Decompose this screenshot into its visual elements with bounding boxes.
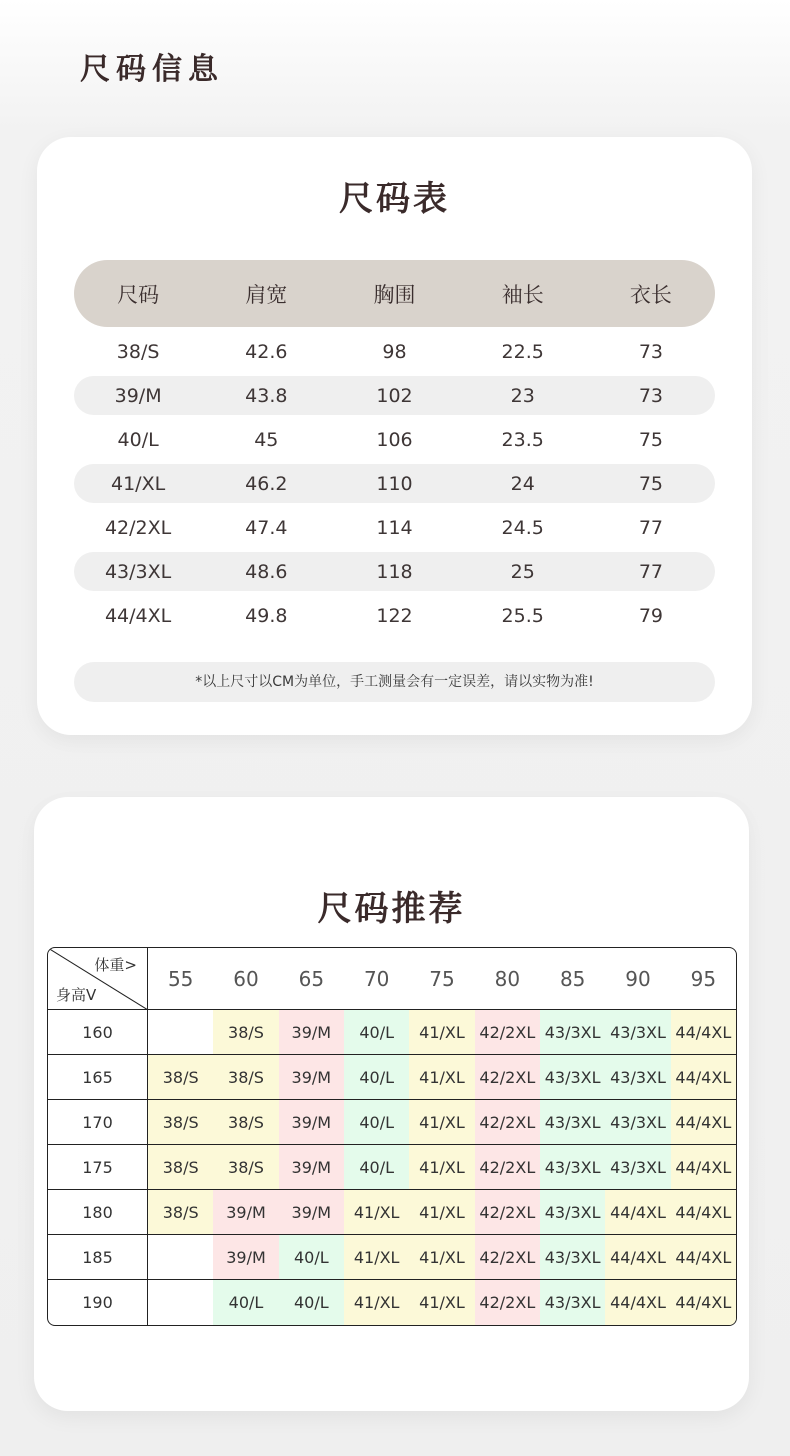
recommend-cell: 43/3XL <box>540 1055 605 1100</box>
cell-sleeve: 23.5 <box>501 428 544 451</box>
recommend-cell: 38/S <box>148 1055 213 1100</box>
height-header: 165 <box>48 1055 148 1100</box>
recommend-cell: 44/4XL <box>671 1100 736 1145</box>
table-row <box>74 420 715 459</box>
recommend-cell: 40/L <box>279 1235 344 1280</box>
table-row <box>74 596 715 635</box>
recommend-cell: 41/XL <box>344 1235 409 1280</box>
recommend-cell: 43/3XL <box>605 1100 670 1145</box>
cell-sleeve: 25.5 <box>501 604 544 627</box>
table-row <box>74 508 715 547</box>
recommend-cell: 40/L <box>213 1280 278 1325</box>
recommend-cell: 42/2XL <box>475 1010 540 1055</box>
cell-shoulder: 42.6 <box>245 340 288 363</box>
weight-header: 90 <box>605 948 670 1010</box>
recommend-cell: 44/4XL <box>671 1010 736 1055</box>
recommend-cell: 43/3XL <box>540 1235 605 1280</box>
weight-header: 55 <box>148 948 213 1010</box>
recommend-cell: 41/XL <box>409 1235 474 1280</box>
recommend-cell: 38/S <box>213 1010 278 1055</box>
measurement-note: *以上尺寸以CM为单位，手工测量会有一定误差，请以实物为准! <box>74 662 715 702</box>
cell-shoulder: 49.8 <box>245 604 288 627</box>
weight-header: 65 <box>279 948 344 1010</box>
recommend-cell: 42/2XL <box>475 1190 540 1235</box>
cell-size: 39/M <box>114 384 162 407</box>
recommend-cell: 42/2XL <box>475 1055 540 1100</box>
cell-sleeve: 24.5 <box>501 516 544 539</box>
cell-chest: 98 <box>382 340 407 363</box>
recommend-cell: 43/3XL <box>605 1055 670 1100</box>
recommend-cell: 41/XL <box>344 1280 409 1325</box>
cell-shoulder: 47.4 <box>245 516 288 539</box>
size-chart-rows <box>74 332 715 640</box>
weight-header: 80 <box>475 948 540 1010</box>
cell-length: 73 <box>638 340 663 363</box>
recommend-cell: 40/L <box>344 1100 409 1145</box>
recommend-cell <box>148 1280 213 1325</box>
recommend-cell: 40/L <box>344 1055 409 1100</box>
recommend-cell: 43/3XL <box>540 1280 605 1325</box>
table-row <box>74 376 715 415</box>
weight-header: 75 <box>409 948 474 1010</box>
cell-length: 79 <box>638 604 663 627</box>
recommend-cell: 41/XL <box>409 1280 474 1325</box>
recommend-cell: 39/M <box>213 1235 278 1280</box>
recommend-cell: 38/S <box>213 1055 278 1100</box>
header-length: 衣长 <box>629 282 672 307</box>
recommend-cell: 42/2XL <box>475 1280 540 1325</box>
height-header: 175 <box>48 1145 148 1190</box>
weight-header: 70 <box>344 948 409 1010</box>
height-header: 185 <box>48 1235 148 1280</box>
recommend-cell: 38/S <box>213 1145 278 1190</box>
cell-sleeve: 25 <box>510 560 535 583</box>
recommend-cell: 41/XL <box>409 1055 474 1100</box>
recommend-cell: 39/M <box>279 1055 344 1100</box>
size-recommend-card <box>34 797 749 1411</box>
cell-chest: 102 <box>376 384 413 407</box>
cell-chest: 122 <box>376 604 413 627</box>
cell-chest: 114 <box>376 516 413 539</box>
recommend-cell: 39/M <box>279 1145 344 1190</box>
recommend-cell: 38/S <box>213 1100 278 1145</box>
recommend-cell <box>148 1010 213 1055</box>
cell-shoulder: 48.6 <box>245 560 288 583</box>
recommend-cell: 40/L <box>279 1280 344 1325</box>
recommend-cell: 44/4XL <box>605 1190 670 1235</box>
recommend-cell: 41/XL <box>344 1190 409 1235</box>
recommend-cell: 38/S <box>148 1145 213 1190</box>
size-chart-card <box>37 137 752 735</box>
cell-length: 73 <box>638 384 663 407</box>
recommend-cell: 42/2XL <box>475 1235 540 1280</box>
recommend-cell: 40/L <box>344 1145 409 1190</box>
weight-header: 85 <box>540 948 605 1010</box>
recommend-cell: 44/4XL <box>671 1235 736 1280</box>
recommend-cell: 40/L <box>344 1010 409 1055</box>
recommend-cell: 44/4XL <box>671 1145 736 1190</box>
recommend-cell: 43/3XL <box>605 1145 670 1190</box>
recommend-cell: 44/4XL <box>605 1280 670 1325</box>
recommend-cell: 39/M <box>279 1010 344 1055</box>
cell-length: 75 <box>638 472 663 495</box>
recommend-cell: 43/3XL <box>540 1100 605 1145</box>
size-recommend-title: 尺码推荐 <box>317 889 466 929</box>
recommend-cell: 44/4XL <box>671 1055 736 1100</box>
weight-header: 95 <box>671 948 736 1010</box>
recommend-cell: 43/3XL <box>605 1010 670 1055</box>
table-row <box>74 552 715 591</box>
cell-length: 75 <box>638 428 663 451</box>
recommend-cell: 42/2XL <box>475 1100 540 1145</box>
weight-axis-label: 体重> <box>94 956 137 974</box>
recommend-cell: 39/M <box>279 1190 344 1235</box>
header-shoulder: 肩宽 <box>245 282 288 307</box>
cell-chest: 106 <box>376 428 413 451</box>
size-chart-header <box>74 260 715 327</box>
height-header: 170 <box>48 1100 148 1145</box>
height-header: 160 <box>48 1010 148 1055</box>
page-title: 尺码信息 <box>80 52 224 87</box>
header-chest: 胸围 <box>373 282 416 307</box>
cell-size: 40/L <box>117 428 159 451</box>
header-size: 尺码 <box>117 282 160 307</box>
recommend-cell: 43/3XL <box>540 1190 605 1235</box>
recommend-cell: 44/4XL <box>671 1280 736 1325</box>
cell-size: 43/3XL <box>104 560 172 583</box>
table-row <box>74 464 715 503</box>
recommend-cell: 38/S <box>148 1100 213 1145</box>
cell-shoulder: 45 <box>254 428 279 451</box>
cell-size: 41/XL <box>111 472 166 495</box>
recommend-cell: 42/2XL <box>475 1145 540 1190</box>
cell-length: 77 <box>638 560 663 583</box>
recommend-cell <box>148 1235 213 1280</box>
table-row <box>74 332 715 371</box>
cell-sleeve: 22.5 <box>501 340 544 363</box>
recommend-cell: 41/XL <box>409 1190 474 1235</box>
size-recommend-table <box>47 947 737 1326</box>
height-header: 190 <box>48 1280 148 1325</box>
height-axis-label: 身高V <box>56 986 97 1004</box>
recommend-cell: 41/XL <box>409 1100 474 1145</box>
cell-chest: 118 <box>376 560 413 583</box>
recommend-cell: 39/M <box>213 1190 278 1235</box>
recommend-cell: 41/XL <box>409 1145 474 1190</box>
weight-header: 60 <box>213 948 278 1010</box>
cell-sleeve: 24 <box>510 472 535 495</box>
cell-sleeve: 23 <box>510 384 535 407</box>
recommend-cell: 43/3XL <box>540 1145 605 1190</box>
recommend-cell: 39/M <box>279 1100 344 1145</box>
recommend-cell: 43/3XL <box>540 1010 605 1055</box>
table-corner <box>48 948 148 1010</box>
recommend-cell: 41/XL <box>409 1010 474 1055</box>
cell-size: 44/4XL <box>104 604 172 627</box>
header-sleeve: 袖长 <box>501 282 544 307</box>
cell-size: 42/2XL <box>104 516 172 539</box>
cell-shoulder: 46.2 <box>245 472 288 495</box>
cell-shoulder: 43.8 <box>245 384 288 407</box>
size-chart-title: 尺码表 <box>339 179 450 219</box>
cell-chest: 110 <box>376 472 413 495</box>
recommend-cell: 44/4XL <box>605 1235 670 1280</box>
recommend-cell: 38/S <box>148 1190 213 1235</box>
cell-size: 38/S <box>116 340 160 363</box>
cell-length: 77 <box>638 516 663 539</box>
recommend-cell: 44/4XL <box>671 1190 736 1235</box>
height-header: 180 <box>48 1190 148 1235</box>
